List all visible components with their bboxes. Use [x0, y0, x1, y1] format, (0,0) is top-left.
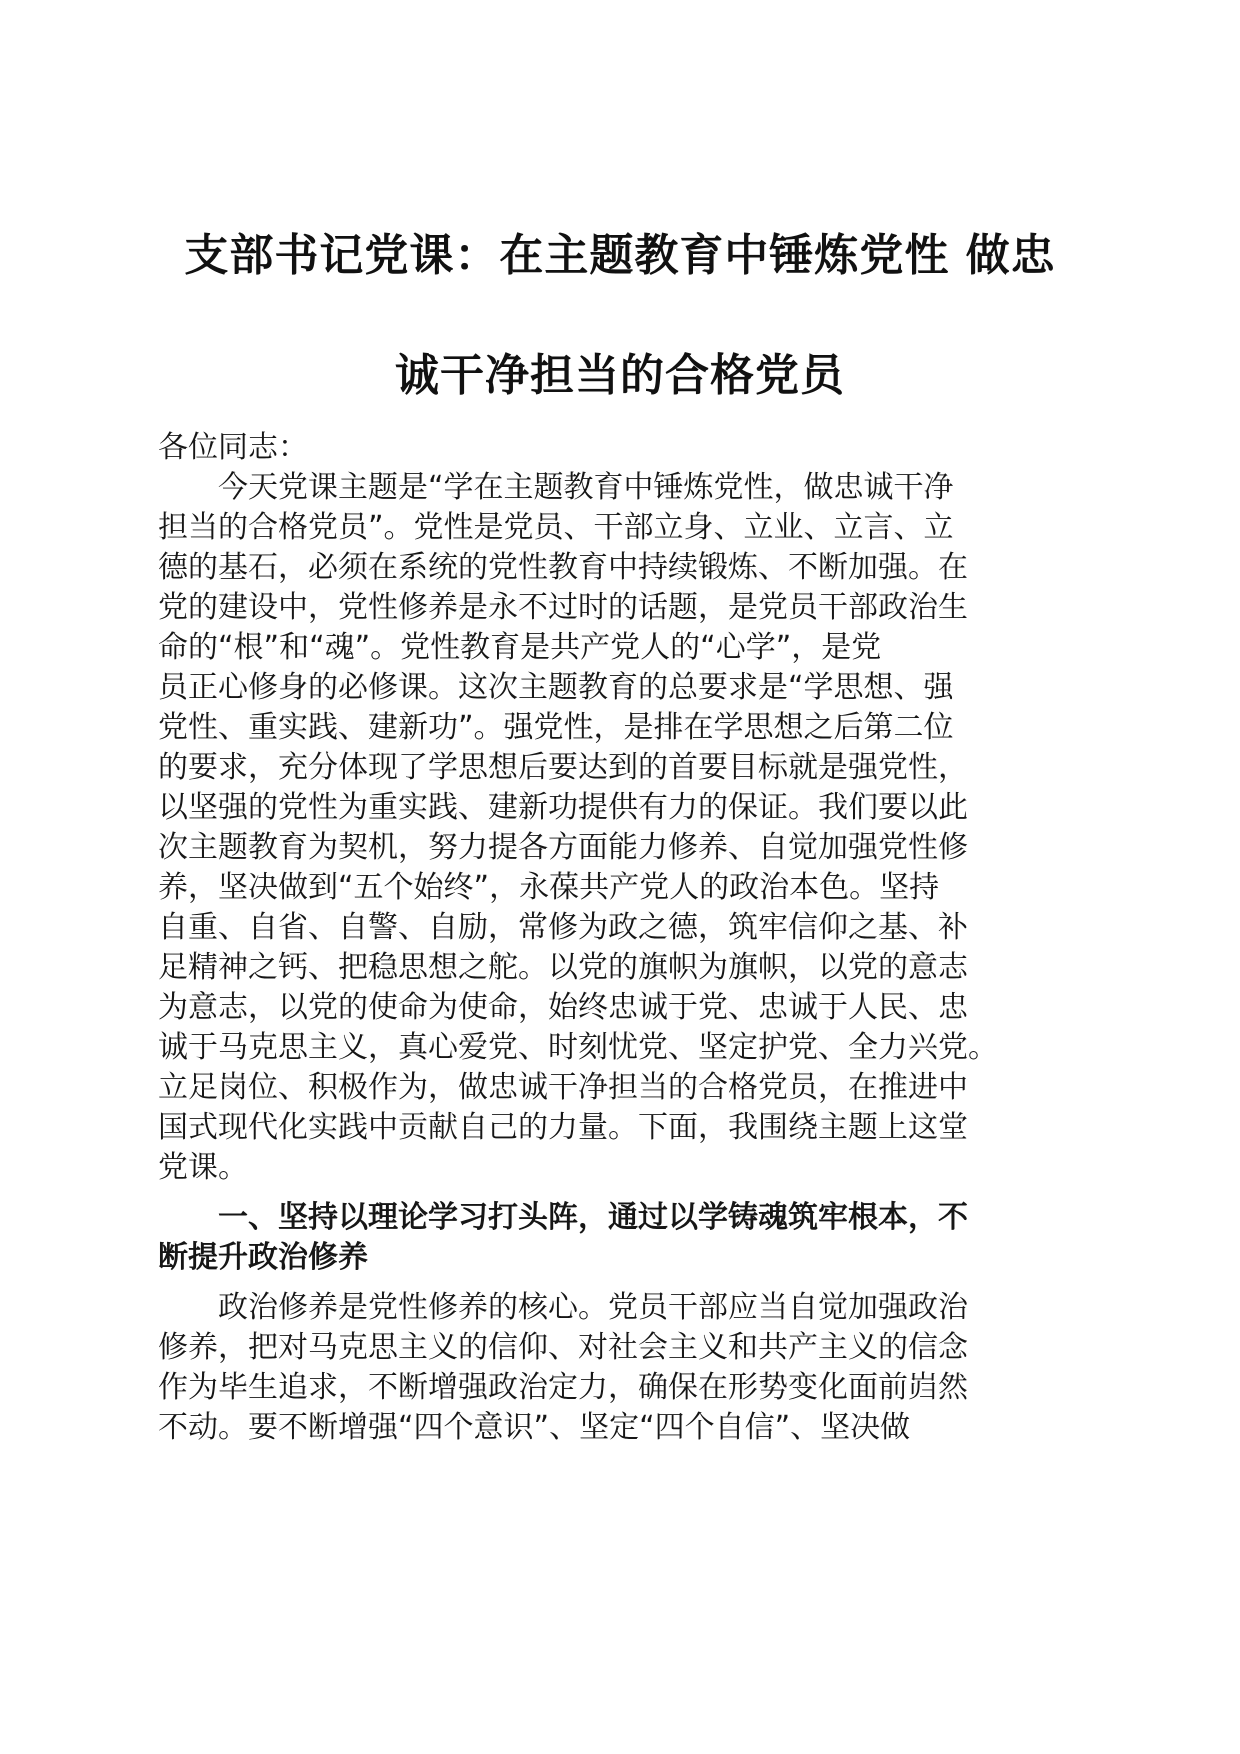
body-line: 立足岗位、积极作为，做忠诚干净担当的合格党员，在推进中	[158, 1070, 968, 1105]
document-title-line-1: 支部书记党课：在主题教育中锤炼党性 做忠	[184, 230, 1056, 281]
section-body-line: 作为毕生追求，不断增强政治定力，确保在形势变化面前岿然	[158, 1370, 968, 1405]
body-line: 足精神之钙、把稳思想之舵。以党的旗帜为旗帜，以党的意志	[158, 950, 968, 985]
body-line: 国式现代化实践中贡献自己的力量。下面，我围绕主题上这堂	[158, 1110, 968, 1145]
body-line: 党的建设中，党性修养是永不过时的话题，是党员干部政治生	[158, 590, 968, 625]
document-title-line-2: 诚干净担当的合格党员	[395, 350, 845, 401]
salutation: 各位同志：	[158, 430, 308, 465]
body-line: 养，坚决做到“五个始终”，永葆共产党人的政治本色。坚持	[158, 870, 940, 905]
section-heading-line-1: 一、坚持以理论学习打头阵，通过以学铸魂筑牢根本，不	[218, 1200, 968, 1235]
body-line: 自重、自省、自警、自励，常修为政之德，筑牢信仰之基、补	[158, 910, 968, 945]
body-line: 党性、重实践、建新功”。强党性，是排在学思想之后第二位	[158, 710, 954, 745]
section-body-line: 不动。要不断增强“四个意识”、坚定“四个自信”、坚决做	[158, 1410, 911, 1445]
section-heading-line-2: 断提升政治修养	[158, 1240, 368, 1275]
body-line: 员正心修身的必修课。这次主题教育的总要求是“学思想、强	[158, 670, 954, 705]
body-line: 次主题教育为契机，努力提各方面能力修养、自觉加强党性修	[158, 830, 968, 865]
body-line: 诚于马克思主义，真心爱党、时刻忧党、坚定护党、全力兴党。	[158, 1030, 998, 1065]
body-line: 党课。	[158, 1150, 248, 1185]
body-line: 命的“根”和“魂”。党性教育是共产党人的“心学”，是党	[158, 630, 882, 665]
section-body-line: 修养，把对马克思主义的信仰、对社会主义和共产主义的信念	[158, 1330, 968, 1365]
body-line: 德的基石，必须在系统的党性教育中持续锻炼、不断加强。在	[158, 550, 968, 585]
body-line: 为意志，以党的使命为使命，始终忠诚于党、忠诚于人民、忠	[158, 990, 968, 1025]
section-body-line: 政治修养是党性修养的核心。党员干部应当自觉加强政治	[218, 1290, 968, 1325]
body-line: 以坚强的党性为重实践、建新功提供有力的保证。我们要以此	[158, 790, 968, 825]
body-line: 的要求，充分体现了学思想后要达到的首要目标就是强党性，	[158, 750, 968, 785]
body-line: 今天党课主题是“学在主题教育中锤炼党性，做忠诚干净	[218, 470, 954, 505]
body-line: 担当的合格党员”。党性是党员、干部立身、立业、立言、立	[158, 510, 954, 545]
